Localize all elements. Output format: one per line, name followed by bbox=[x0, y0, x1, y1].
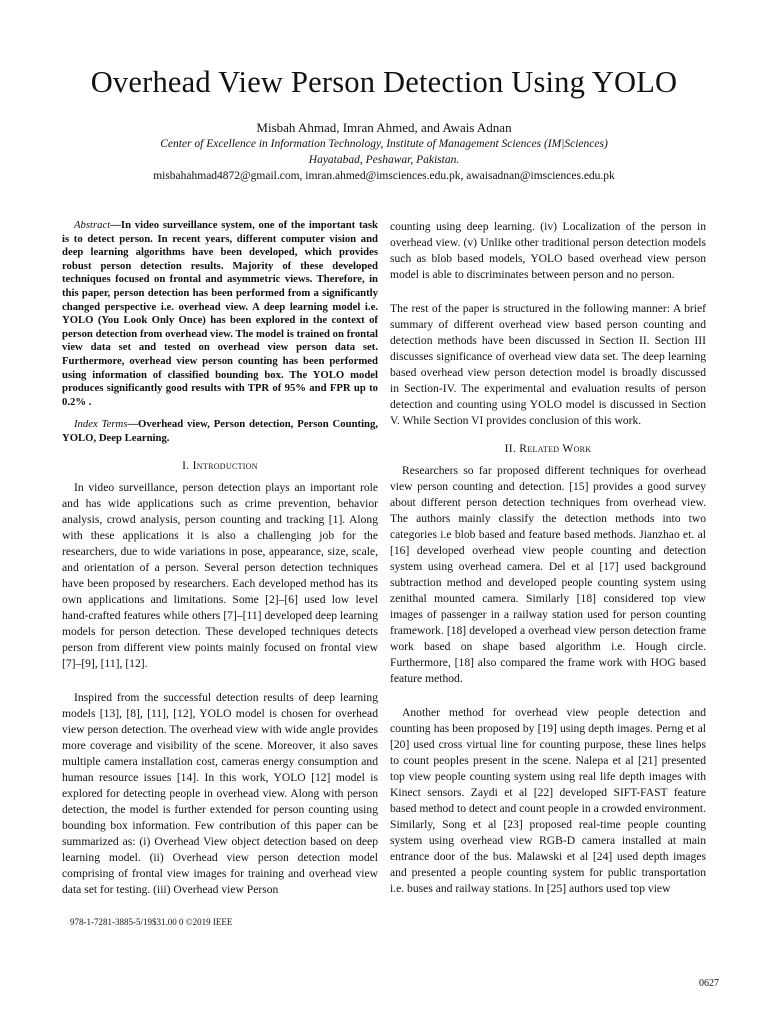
page-number: 0627 bbox=[699, 978, 719, 989]
related-work-paragraph-2: Another method for overhead view people detection and counting has been proposed by [19] using depth images. Perng et al [20] used cross virtual line for counting purpose, these lines helps to count peoples present in the scene. Nalepa et al [21] presented top view people counting system using real life depth images with Kinect sensors. Zaydi et al [22] developed SIFT-FAST feature based method to detect and count people in a crowded environment. Similarly, Song et al [23] proposed real-time people counting system using overhead view RGB-D camera installed at main entrance door of the bus. Malawski et al [24] used depth images and presented a people counting system for public transportation i.e. buses and railway stations. In [25] authors used top view bbox=[390, 706, 706, 895]
affiliation-line-2: Hayatabad, Peshawar, Pakistan. bbox=[308, 154, 460, 166]
abstract-label: Abstract bbox=[74, 219, 111, 231]
paper-title: Overhead View Person Detection Using YOLO bbox=[90, 65, 678, 99]
author-emails: misbahahmad4872@gmail.com, imran.ahmed@imsciences.edu.pk, awaisadnan@imsciences.edu.pk bbox=[153, 170, 615, 182]
abstract-text: —In video surveillance system, one of the important task is to detect person. In recent years, different computer vision and deep learning algorithms have been developed, which provides robust person detection results. Majority of these developed techniques focused on frontal and asymmetric views. Therefore, in this paper, person detection has been performed from a significantly changed perspective i.e. overhead view. A deep learning model i.e. YOLO (You Look Only Once) has been explored in the context of person detection from overhead view. The model is trained on frontal view data set and tested on overhead view person data set. Furthermore, overhead view person counting has been performed using information of classified bounding box. The YOLO model produces significantly good results with TPR of 95% and FPR up to 0.2% . bbox=[62, 219, 378, 408]
affiliation-line-1: Center of Excellence in Information Technology, Institute of Management Sciences (IM|Sciences) bbox=[160, 138, 608, 150]
section-heading-introduction: I. Introduction bbox=[182, 458, 258, 472]
intro-paragraph-1: In video surveillance, person detection plays an important role and has wide applications such as crime prevention, behavior analysis, crowd analysis, person counting and tracking [1]. Along with these applications it is also a challenging job for the researchers, due to wide variations in pose, appearance, size, scale, and orientation of a person. Several person detection techniques have been proposed by researchers. Each developed method has its own applications and limitations. Some [2]–[6] used low level hand-crafted features while others [7]–[11] developed deep learning models for person detection. These developed techniques detects person from different view points mainly focused on frontal view [7]–[9], [11], [12]. bbox=[62, 480, 378, 670]
intro-paragraph-2: Inspired from the successful detection results of deep learning models [13], [8], [11], [12], YOLO model is chosen for overhead view person detection. The overhead view with wide angle provides more coverage and visibility of the scene. Moreover, it also saves multiple camera installation cost, cameras energy consumption and human resource issues [14]. In this work, YOLO [12] model is explored for detecting people in overhead view. Along with person detection, the model is further extended for person counting using bounding box information. Few contribution of this paper can be summarized as: (i) Overhead View object detection based on deep learning model. (ii) Overhead view person detection model comprising of frontal view images for training and overhead view data set for testing. (iii) Overhead view Person bbox=[62, 690, 378, 896]
left-column bbox=[62, 219, 378, 898]
abstract-block bbox=[62, 219, 378, 446]
index-terms-text: —Overhead view, Person detection, Person Counting, YOLO, Deep Learning. bbox=[62, 418, 378, 444]
intro-paragraph-4: The rest of the paper is structured in the following manner: A brief summary of different overhead view based person counting and detection methods have been discussed in Section II. Section III discusses significance of overhead view data set. The deep learning based overhead view person detection model is broadly discussed in Section-IV. The experimental and evaluation results of person detection and counting using YOLO model is discussed in Section V. While Section VI provides conclusion of this work. bbox=[390, 302, 706, 427]
author-list: Misbah Ahmad, Imran Ahmed, and Awais Adnan bbox=[256, 120, 512, 135]
related-work-paragraph-1: Researchers so far proposed different techniques for overhead view person counting and detection. [15] provides a good survey about different person detection techniques from overhead view. The authors mainly classify the detection methods into two categories i.e blob based and feature based methods. Jianzhao et. al [16] developed overhead view people counting and detection system using overhead camera. Del et al [17] used background subtraction method and developed people counting system using zenithal mounted camera. Similarly [18] considered top view images of passenger in a railway station used for person counting framework. [18] developed a overhead view person detection frame work based on shape based algorithm i.e. Hough circle. Furthermore, [18] also compared the frame work with HOG based feature method. bbox=[390, 464, 706, 685]
copyright-footnote: 978-1-7281-3885-5/19$31.00 0 ©2019 IEEE bbox=[70, 917, 233, 927]
index-terms-label: Index Terms bbox=[74, 418, 128, 431]
intro-paragraph-3: counting using deep learning. (iv) Localization of the person in overhead view. (v) Unlike other traditional person detection models such as blob based models, YOLO based overhead view person model is able to discriminates between person and no person. bbox=[390, 220, 706, 281]
section-heading-related-work: II. Related Work bbox=[504, 442, 592, 455]
right-column bbox=[390, 219, 706, 897]
